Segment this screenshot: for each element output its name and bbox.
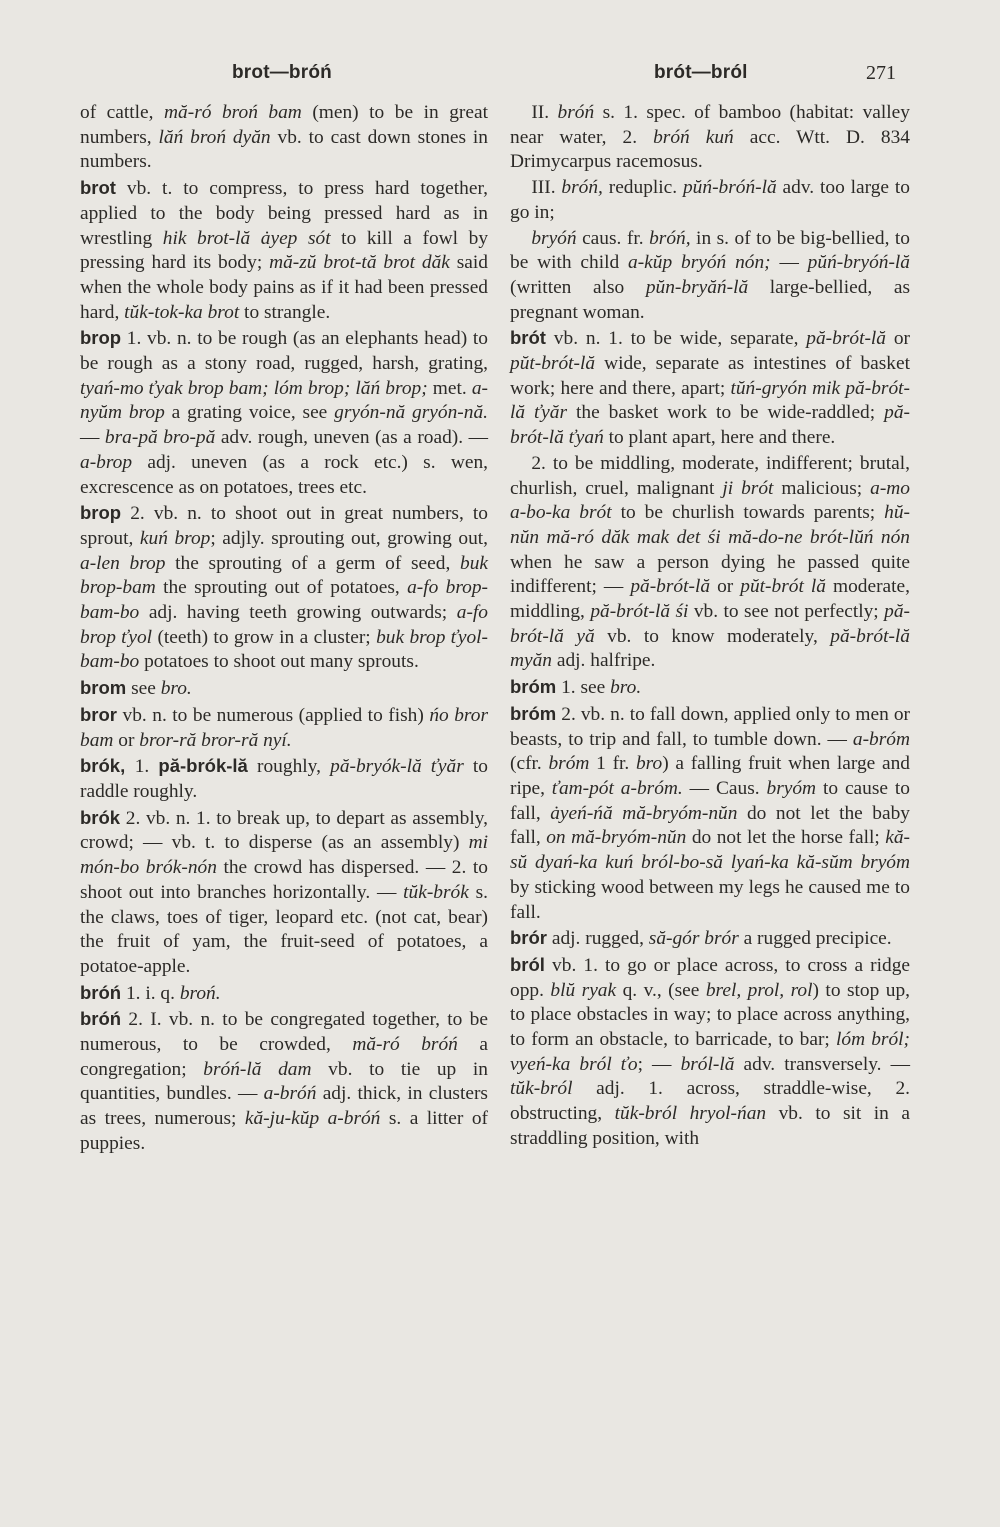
definition-text: malicious; bbox=[773, 477, 871, 499]
example-phrase: a-fo brop-bam-bo bbox=[80, 577, 488, 624]
definition-text: (teeth) to grow in a cluster; bbox=[152, 626, 377, 648]
definition-text: vb. to sit in a straddling position, with bbox=[510, 1103, 910, 1149]
left-column bbox=[80, 101, 488, 1157]
definition-text: vb. n. to be numerous (applied to fish) bbox=[117, 704, 430, 726]
definition-text: — bbox=[80, 427, 105, 449]
definition-text: vb. to know moderately, bbox=[594, 625, 831, 647]
example-phrase: bróń, bbox=[649, 227, 691, 249]
example-phrase: pă-brót-lă ťyań bbox=[510, 402, 910, 449]
definition-text: by sticking wood between my legs he caused me to fall. bbox=[510, 876, 910, 923]
definition-text: potatoes to shoot out many sprouts. bbox=[139, 651, 419, 673]
definition-text: s. the claws, toes of tiger, leopard etc. (not cat, bear) the fruit of yam, the fruit-seed of potatoes, a potatoe-apple. bbox=[80, 881, 488, 977]
example-phrase: ji brót bbox=[722, 477, 774, 499]
definition-text: s. a litter of puppies. bbox=[80, 1108, 488, 1154]
definition-text: 1. see bbox=[556, 677, 611, 699]
dictionary-entry-brop2 bbox=[80, 501, 488, 675]
headword: bról bbox=[510, 953, 545, 975]
definition-text: do not let the horse fall; bbox=[686, 827, 886, 849]
dictionary-entry-brom bbox=[80, 676, 488, 702]
definition-text: 1. vb. n. to be rough (as an elephants head) to be rough as a stony road, rugged, harsh, grating, bbox=[80, 328, 488, 375]
example-phrase: tyań-mo ťyak brop bam; lóm brop; lăń brop; bbox=[80, 377, 428, 399]
definition-text: when he saw a person dying he passed quite indifferent; — bbox=[510, 551, 910, 598]
definition-text: or bbox=[710, 576, 741, 598]
definition-text: to raddle roughly. bbox=[80, 756, 489, 802]
example-phrase: pŭń-bróń-lă bbox=[682, 177, 777, 199]
dictionary-entry-brol bbox=[510, 953, 910, 1152]
definition-text: 2. vb. n. 1. to break up, to depart as assembly, crowd; — vb. t. to disperse (as an assembly) bbox=[80, 807, 488, 854]
headword: bróm bbox=[510, 702, 557, 724]
example-phrase: a-kŭp bryóń nón; bbox=[628, 252, 771, 274]
definition-text: ; adjly. sprouting out, growing out, bbox=[210, 527, 488, 549]
definition-text: vb. to see not perfectly; bbox=[688, 601, 885, 623]
headword: bror bbox=[80, 703, 117, 725]
definition-text: a congregation; bbox=[80, 1034, 488, 1080]
headword: brom bbox=[80, 677, 127, 699]
headword: brót bbox=[510, 327, 546, 349]
example-phrase: pŭt-brót-lă bbox=[510, 353, 596, 375]
definition-text: adj. having teeth growing outwards; bbox=[139, 602, 457, 624]
definition-text: 2. vb. n. to shoot out in great numbers, to sprout, bbox=[80, 503, 488, 549]
definition-text: adj. halfripe. bbox=[552, 650, 656, 672]
headword: brór bbox=[510, 927, 547, 949]
example-phrase: mă-ró bróń bbox=[352, 1034, 458, 1056]
definition-text: 1 fr. bbox=[589, 753, 636, 775]
example-phrase: a-nyŭm brop bbox=[80, 377, 488, 424]
definition-text: to kill a fowl by pressing hard its body; bbox=[80, 227, 489, 274]
definition-text: (written also bbox=[510, 276, 646, 298]
definition-text: to strangle. bbox=[239, 301, 331, 323]
definition-text: see bbox=[126, 678, 161, 700]
definition-text: or bbox=[113, 729, 140, 751]
example-phrase: bro. bbox=[160, 678, 192, 700]
example-phrase: tŭk-brók bbox=[403, 881, 469, 903]
headword: bróm bbox=[510, 676, 557, 698]
example-phrase: a-fo brop ťyol bbox=[80, 602, 488, 648]
example-phrase: a-bróm bbox=[852, 728, 910, 750]
definition-text: moderate, middling, bbox=[510, 576, 910, 623]
definition-text: adj. uneven (as a rock etc.) s. wen, excrescence as on potatoes, trees etc. bbox=[80, 451, 488, 498]
example-phrase: buk brop-bam bbox=[80, 552, 488, 599]
example-phrase: kă-sŭ dyań-ka kuń bról-bo-să lyań-ka kă-sŭm bryóm bbox=[510, 827, 911, 874]
example-phrase: a-bróń bbox=[263, 1083, 317, 1105]
example-phrase: bróń kuń bbox=[653, 126, 734, 148]
definition-text: adv. too large to go in; bbox=[510, 177, 910, 223]
example-phrase: tŭk-tok-ka brot bbox=[124, 301, 240, 323]
definition-text: the sprouting of a germ of seed, bbox=[165, 552, 460, 574]
example-phrase: mă-ró broń bam bbox=[164, 102, 302, 123]
definition-text: acc. Wtt. D. 834 Drimycarpus racemosus. bbox=[510, 126, 910, 173]
example-phrase: kă-ju-kŭp a-bróń bbox=[244, 1108, 381, 1130]
definition-text: vb. to cast down stones in numbers. bbox=[80, 126, 488, 173]
definition-text: III. bbox=[531, 177, 562, 199]
definition-text: caus. fr. bbox=[576, 227, 650, 249]
definition-text: reduplic. bbox=[602, 177, 683, 199]
definition-text: the crowd has dispersed. — 2. to shoot out into branches horizontally. — bbox=[80, 857, 488, 903]
headword: brop bbox=[80, 327, 122, 349]
example-phrase: să-gór brór bbox=[648, 928, 739, 950]
example-phrase: pă-brót-lă śi bbox=[590, 601, 689, 623]
example-phrase: bróń-lă dam bbox=[203, 1058, 312, 1080]
definition-text: roughly, bbox=[247, 756, 331, 778]
example-phrase: bróm bbox=[548, 753, 590, 775]
example-phrase: a-mo a-bo-ka brót bbox=[510, 477, 910, 524]
example-phrase: bro bbox=[635, 753, 663, 775]
dictionary-entry-bron2-II bbox=[510, 101, 910, 175]
example-phrase: bryóm bbox=[766, 777, 817, 799]
definition-text: in s. of to be big-bellied, to be with child bbox=[510, 227, 910, 274]
dictionary-entry-brom1 bbox=[510, 675, 910, 701]
definition-text: of cattle, bbox=[80, 102, 165, 123]
example-phrase: mă-zŭ brot-tă brot dăk bbox=[269, 252, 450, 274]
definition-text: adv. rough, uneven (as a road). — bbox=[215, 427, 488, 449]
definition-text: vb. to tie up in quantities, bundles. — bbox=[80, 1058, 488, 1105]
definition-text: ) a falling fruit when large and ripe, bbox=[510, 753, 910, 799]
definition-text: q. v., (see bbox=[616, 979, 706, 1001]
dictionary-entry-brom2 bbox=[510, 702, 910, 925]
definition-text: — bbox=[770, 252, 808, 274]
example-phrase: bror-ră bror-ră nyí. bbox=[139, 729, 292, 751]
definition-text: s. 1. spec. of bamboo (habitat: valley near water, 2. bbox=[510, 102, 910, 148]
definition-text: 2. to be middling, moderate, indifferent; brutal, churlish, cruel, malignant bbox=[510, 452, 910, 499]
headword: brop bbox=[80, 502, 122, 524]
definition-text: a grating voice, see bbox=[164, 402, 335, 424]
example-phrase: bról-lă bbox=[680, 1053, 735, 1075]
definition-text: (men) to be in great numbers, bbox=[80, 102, 488, 148]
definition-text: adv. transversely. — bbox=[734, 1053, 911, 1075]
definition-text: — Caus. bbox=[682, 777, 767, 799]
definition-text: met. bbox=[427, 377, 472, 399]
headword: bróń bbox=[80, 981, 122, 1003]
example-phrase: mi món-bo brók-nón bbox=[80, 832, 488, 879]
example-phrase: a-len brop bbox=[80, 552, 166, 574]
definition-text: vb. 1. to go or place across, to cross a ridge opp. bbox=[510, 954, 910, 1001]
definition-text: or bbox=[886, 328, 910, 350]
definition-text: the sprouting out of potatoes, bbox=[155, 577, 408, 599]
example-phrase: on mă-bryóm-nŭn bbox=[546, 827, 687, 849]
example-phrase: brel, prol, rol bbox=[705, 979, 813, 1001]
page-number: 271 bbox=[866, 62, 896, 84]
example-phrase: lóm bról; vyeń-ka bról ťo bbox=[510, 1029, 911, 1075]
definition-text: a rugged precipice. bbox=[738, 928, 892, 950]
definition-text: said when the whole body pains as if it had been pressed hard, bbox=[80, 252, 488, 323]
definition-text: 1. i. q. bbox=[121, 982, 180, 1004]
definition-text: ) to stop up, to place obstacles in way; to place across anything, to form an obstacle, to barricade, to bar; bbox=[510, 979, 911, 1051]
definition-text: 1. bbox=[134, 756, 159, 778]
definition-text: large-bellied, as pregnant woman. bbox=[510, 276, 910, 323]
example-phrase: ńo bror bam bbox=[80, 704, 488, 751]
example-phrase: bra-pă bro-pă bbox=[104, 427, 216, 449]
example-phrase: pă-brót-lă myăn bbox=[510, 625, 910, 672]
dictionary-entry-bror2 bbox=[510, 926, 910, 952]
headword: brók bbox=[80, 806, 121, 828]
example-phrase: pŭn-bryăń-lă bbox=[645, 276, 749, 298]
example-phrase: a-brop bbox=[80, 451, 133, 473]
definition-text: to plant apart, here and there. bbox=[603, 427, 836, 449]
right-column bbox=[510, 101, 910, 1152]
dictionary-entry-brop1 bbox=[80, 326, 488, 500]
right-running-head: brót—bról bbox=[654, 62, 748, 83]
definition-text: the basket work to be wide-raddled; bbox=[566, 402, 885, 424]
example-phrase: buk brop ťyol-bam-bo bbox=[80, 626, 488, 673]
headword: brot bbox=[80, 177, 116, 199]
example-phrase: tŭń-gryón mik pă-brót-lă ťyăr bbox=[510, 377, 910, 424]
definition-text: (cfr. bbox=[510, 753, 549, 775]
dictionary-entry-brot bbox=[80, 176, 488, 325]
example-phrase: bro. bbox=[610, 677, 642, 699]
example-phrase: kuń brop bbox=[139, 527, 211, 549]
definition-text: adj. thick, in clusters as trees, numerous; bbox=[80, 1083, 488, 1130]
dictionary-entry-brot-2 bbox=[510, 452, 910, 674]
dictionary-entry-bron2-III bbox=[510, 176, 910, 225]
definition-text: to cause to fall, bbox=[510, 777, 910, 824]
example-phrase: bróń, bbox=[561, 177, 603, 199]
example-phrase: bróń bbox=[557, 102, 595, 123]
definition-text: adj. 1. across, straddle-wise, 2. obstructing, bbox=[510, 1078, 910, 1125]
example-phrase: gryón-nă gryón-nă. bbox=[334, 402, 488, 424]
example-phrase: tŭk-bról bbox=[510, 1078, 573, 1100]
definition-text: vb. t. to compress, to press hard together, applied to the body being pressed hard as in wrestling bbox=[80, 178, 488, 249]
example-phrase: pŭt-brót lă bbox=[740, 576, 826, 598]
definition-text: vb. n. 1. to be wide, separate, bbox=[545, 328, 807, 350]
left-running-head: brot—bróń bbox=[232, 62, 332, 83]
example-phrase: hik brot-lă ȧyep sót bbox=[162, 227, 331, 249]
definition-text: wide, separate as intestines of basket work; here and there, apart; bbox=[510, 353, 910, 399]
dictionary-entry-brot-vb bbox=[510, 326, 910, 451]
example-phrase: pă-brót-lă bbox=[806, 328, 886, 350]
dictionary-entry-bron2 bbox=[80, 1007, 488, 1156]
headword: brók, bbox=[80, 755, 135, 777]
example-phrase: pă-bryók-lă ťyăr bbox=[330, 756, 464, 778]
definition-text: ; — bbox=[637, 1053, 681, 1075]
definition-text: 2. vb. n. to fall down, applied only to men or beasts, to trip and fall, to tumble down. — bbox=[510, 703, 910, 750]
example-phrase: lăń broń dyăn bbox=[158, 126, 271, 148]
example-phrase: pŭń-bryóń-lă bbox=[807, 252, 910, 274]
example-phrase: ťam-pót a-bróm. bbox=[551, 777, 683, 799]
definition-text: II. bbox=[531, 102, 558, 123]
definition-text: adj. rugged, bbox=[547, 928, 649, 950]
example-phrase: blŭ ryak bbox=[550, 979, 617, 1001]
dictionary-entry-bror bbox=[80, 703, 488, 753]
dictionary-entry-bryon bbox=[510, 227, 910, 326]
example-phrase: ȧyeń-ńă mă-bryóm-nŭn bbox=[550, 802, 738, 824]
definition-text: do not let the baby fall, bbox=[510, 802, 911, 849]
example-phrase: pă-brót-lă bbox=[630, 576, 711, 598]
definition-text: to be churlish towards parents; bbox=[611, 502, 885, 524]
dictionary-entry-brok2 bbox=[80, 806, 488, 980]
definition-text: 2. I. vb. n. to be congregated together, to be numerous, to be crowded, bbox=[80, 1009, 488, 1056]
example-phrase: hŭ-nŭn mă-ró dăk mak det śi mă-do-ne brót-lŭń nón bbox=[510, 502, 910, 548]
dictionary-entry-brok1 bbox=[80, 754, 488, 804]
running-header bbox=[0, 56, 1000, 96]
example-phrase: bryóń bbox=[531, 227, 577, 249]
headword: pă-brók-lă bbox=[158, 755, 248, 777]
example-phrase: broń. bbox=[179, 982, 221, 1004]
dictionary-entry-bron1 bbox=[80, 981, 488, 1007]
example-phrase: pă-brót-lă yă bbox=[510, 601, 910, 647]
dictionary-entry-cont1 bbox=[80, 101, 488, 175]
headword: bróń bbox=[80, 1008, 122, 1030]
example-phrase: tŭk-bról hryol-ńan bbox=[614, 1103, 767, 1125]
